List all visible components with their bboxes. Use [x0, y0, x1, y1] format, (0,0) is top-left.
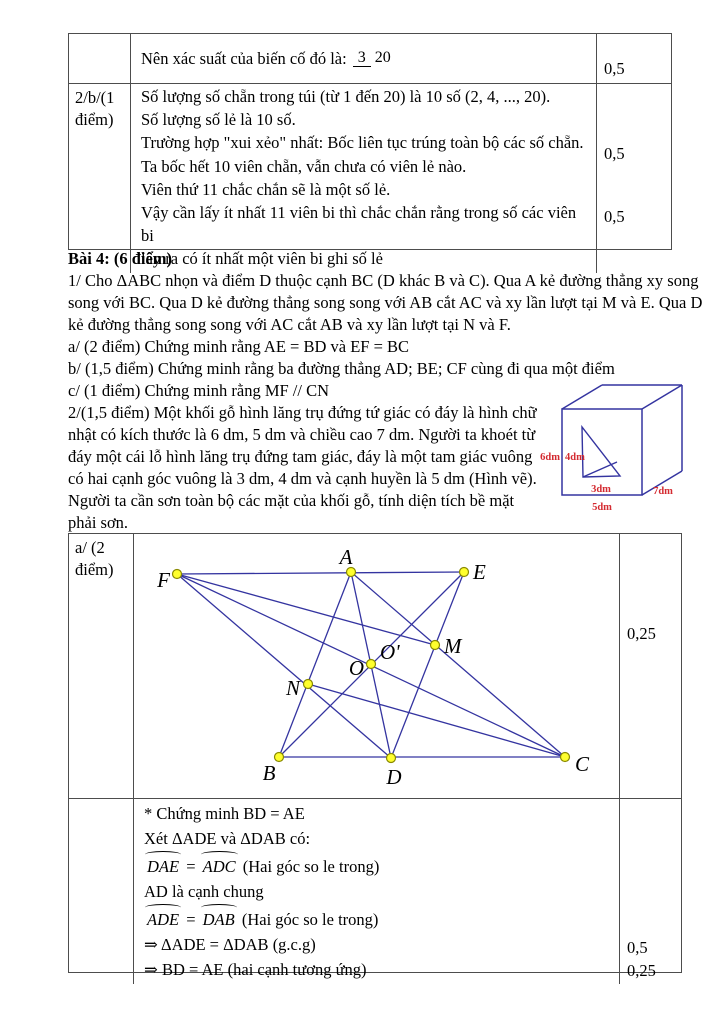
- proof-line: ⇒ BD = AE (hai cạnh tương ứng): [144, 959, 367, 979]
- point-label-b: B: [262, 761, 276, 785]
- proof-line: AD là cạnh chung: [144, 881, 264, 901]
- exercise-line: c/ (1 điểm) Chứng minh rằng MF // CN: [68, 381, 330, 400]
- point-b-dot: [275, 753, 284, 762]
- solution-line: Vậy cần lấy ít nhất 11 viên bi thì chắc chắn rằng trong số các viên bi: [141, 203, 577, 246]
- score-cell: [596, 34, 671, 83]
- point-n-dot: [304, 680, 313, 689]
- triangle-construction-figure: [134, 534, 618, 796]
- exercise-line: đáy một cái lỗ hình lăng trụ đứng tam giác, đáy là một tam giác vuông: [68, 447, 533, 466]
- exercise-line: b/ (1,5 điểm) Chứng minh rằng ba đường thẳng AD; BE; CF cùng đi qua một điểm: [68, 359, 615, 378]
- point-c-dot: [561, 753, 570, 762]
- exercise-line: song với BC. Qua D kẻ đường thẳng song song với AB cắt AC và xy lần lượt tại M và E. Qua D: [68, 293, 703, 312]
- equals-sign: =: [182, 910, 200, 930]
- triangular-hole: [582, 427, 620, 477]
- figure-point-dots: [173, 568, 570, 763]
- exercise-line: nhật có kích thước là 6 dm, 5 dm và chiều cao 7 dm. Người ta khoét từ: [68, 425, 536, 444]
- solution-text-cell: [130, 84, 596, 273]
- point-label-o: O: [348, 656, 364, 680]
- probability-text: Nên xác suất của biến cố đó là:: [141, 48, 347, 68]
- angle-hat-dab: DAB: [200, 904, 238, 933]
- angle-hat-dae: DAE: [144, 851, 182, 880]
- score-value: 0,25: [627, 624, 656, 643]
- proof-line-tail: (Hai góc so le trong): [238, 857, 380, 877]
- point-label-a: A: [339, 545, 353, 569]
- exercise-line: 2/(1,5 điểm) Một khối gỗ hình lăng trụ đứng tứ giác có đáy là hình chữ: [68, 403, 537, 422]
- table-row: [69, 34, 671, 83]
- score-cell: [619, 799, 681, 984]
- score-value: 0,5: [604, 59, 625, 78]
- point-label-c: C: [575, 752, 590, 776]
- point-label-e: E: [473, 560, 486, 584]
- solution-line: Ta bốc hết 10 viên chẵn, vẫn chưa có viên lẻ nào.: [141, 156, 467, 176]
- table-row: [69, 534, 681, 798]
- proof-line: [140, 851, 613, 880]
- exercise-line: a/ (2 điểm) Chứng minh rằng AE = BD và EF = BC: [68, 337, 410, 356]
- solution-line: lấy ra có ít nhất một viên bi ghi số lẻ: [141, 249, 383, 269]
- row-label-cell: [69, 84, 130, 273]
- probability-answer-cell: [130, 34, 596, 83]
- row-label-line2: điểm): [75, 560, 114, 579]
- dimension-label-7dm: 7dm: [653, 486, 673, 497]
- equals-sign: =: [182, 857, 200, 877]
- point-label-n: N: [285, 676, 300, 700]
- point-m-dot: [431, 641, 440, 650]
- score-value: 0,5: [604, 144, 625, 163]
- exercise-line: kẻ đường thẳng song song với AC cắt AB và xy lần lượt tại N và F.: [68, 315, 511, 334]
- score-cell: [596, 84, 671, 273]
- point-e-dot: [460, 568, 469, 577]
- exercise-line: phải sơn.: [68, 513, 129, 532]
- point-label-m: M: [444, 634, 462, 658]
- angle-hat-adc: ADC: [200, 851, 239, 880]
- score-cell: [619, 534, 681, 798]
- box-prism-figure: [535, 375, 700, 515]
- score-value: 0,5: [627, 938, 648, 958]
- dimension-label-6dm: 6dm: [540, 452, 560, 463]
- point-d-dot: [387, 754, 396, 763]
- row-label-cell-empty: [69, 799, 133, 984]
- exercise-line: Người ta cần sơn toàn bộ các mặt của khối gỗ, tính diện tích bề mặt: [68, 491, 515, 510]
- proof-line: ⇒ ΔADE = ΔDAB (g.c.g): [144, 934, 316, 954]
- score-value: 0,5: [604, 207, 625, 226]
- exercise-line: 1/ Cho ΔABC nhọn và điểm D thuộc cạnh BC (D khác B và C). Qua A kẻ đường thẳng xy song: [68, 271, 699, 290]
- proof-line-tail: (Hai góc so le trong): [237, 910, 379, 930]
- point-f-dot: [173, 570, 182, 579]
- solution-line: Viên thứ 11 chắc chắn sẽ là một số lẻ.: [141, 179, 391, 199]
- fraction-numerator: 3: [353, 49, 371, 67]
- point-o-dot: [367, 660, 376, 669]
- point-label-f: F: [157, 568, 170, 592]
- geometry-figure-cell: [133, 534, 619, 798]
- proof-line: [140, 904, 613, 933]
- table-row: [69, 798, 681, 981]
- row-label-cell: [69, 534, 133, 798]
- exercise-heading: Bài 4: (6 điểm): [68, 249, 173, 268]
- point-label-o-prime: O': [380, 640, 400, 664]
- solution-line: Số lượng số lẻ là 10 số.: [141, 110, 296, 130]
- dimension-label-3dm: 3dm: [591, 484, 611, 495]
- row-label-cell-empty: [69, 34, 130, 83]
- proof-line: Xét ΔADE và ΔDAB có:: [144, 828, 311, 848]
- proof-text-cell: [133, 799, 619, 984]
- proof-line: * Chứng minh BD = AE: [144, 804, 305, 823]
- dimension-label-5dm: 5dm: [592, 502, 612, 513]
- row-label-line2: điểm): [75, 110, 114, 129]
- row-label-line1: 2/b/(1: [75, 88, 115, 107]
- exercise-line: có hai cạnh góc vuông là 3 dm, 4 dm và cạnh huyền là 5 dm (Hình vẽ).: [68, 469, 537, 488]
- angle-hat-ade: ADE: [144, 904, 182, 933]
- score-value: 0,25: [627, 961, 656, 981]
- solution-line: Trường hợp "xui xẻo" nhất: Bốc liên tục trúng toàn bộ các số chẵn.: [141, 133, 584, 153]
- box-edges: [562, 385, 682, 495]
- point-label-d: D: [386, 765, 402, 789]
- fraction-3-20: [353, 50, 391, 67]
- fraction-denominator: 20: [374, 49, 391, 67]
- grading-table-bottom: [68, 533, 682, 981]
- row-label-line1: a/ (2: [75, 538, 105, 557]
- dimension-label-4dm: 4dm: [565, 452, 585, 463]
- solution-line: Số lượng số chẵn trong túi (từ 1 đến 20) là 10 số (2, 4, ..., 20).: [141, 87, 551, 106]
